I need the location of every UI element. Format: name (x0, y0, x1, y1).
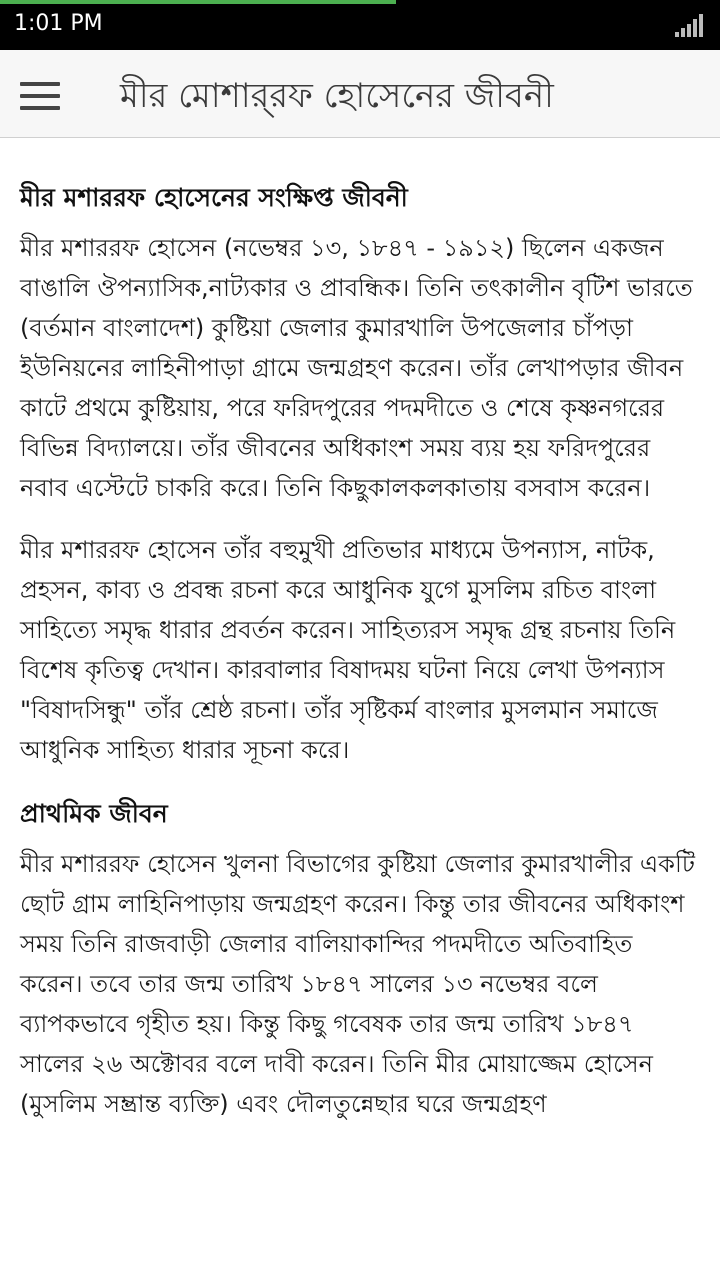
app-title: মীর মোশার্‌রফ হোসেনের জীবনী (120, 76, 554, 116)
article-paragraph: মীর মশাররফ হোসেন তাঁর বহুমুখী প্রতিভার মাধ্যমে উপন্যাস, নাটক, প্রহসন, কাব্য ও প্রবন্ধ রচনা করে আধুনিক যুগে মুসলিম রচিত বাংলা সাহিত্যে সমৃদ্ধ ধারার প্রবর্তন করেন। সাহিত্যরস সমৃদ্ধ গ্রন্থ রচনায় তিনি বিশেষ কৃতিত্ব দেখান। কারবালার বিষাদময় ঘটনা নিয়ে লেখা উপন্যাস "বিষাদসিন্ধু" তাঁর শ্রেষ্ঠ রচনা। তাঁর সৃষ্টিকর্ম বাংলার মুসলমান সমাজে আধুনিক সাহিত্য ধারার সূচনা করে। (20, 536, 676, 764)
article-paragraph: মীর মশাররফ হোসেন (নভেম্বর ১৩, ১৮৪৭ - ১৯১২) ছিলেন একজন বাঙালি ঔপন্যাসিক,নাট্যকার ও প্রাবন্ধিক। তিনি তৎকালীন বৃটিশ ভারতে (বর্তমান বাংলাদেশ) কুষ্টিয়া জেলার কুমারখালি উপজেলার চাঁপড়া ইউনিয়নের লাহিনীপাড়া গ্রামে জন্মগ্রহণ করেন। তাঁর লেখাপড়ার জীবন কাটে প্রথমে কুষ্টিয়ায়, পরে ফরিদপুরের পদমদীতে ও শেষে কৃষ্ণনগরের বিভিন্ন বিদ্যালয়ে। তাঁর জীবনের অধিকাংশ সময় ব্যয় হয় ফরিদপুরের নবাব এস্টেটে চাকরি করে। তিনি কিছুকালকলকাতায় বসবাস করেন। (20, 234, 693, 502)
signal-bars-icon (674, 13, 708, 37)
article-heading-early-life: প্রাথমিক জীবন (20, 799, 168, 828)
status-bar (0, 0, 720, 50)
article-content[interactable] (0, 138, 720, 1280)
app-bar (0, 50, 720, 138)
hamburger-menu-icon[interactable] (10, 64, 70, 124)
article-heading-summary: মীর মশাররফ হোসেনের সংক্ষিপ্ত জীবনী (20, 183, 408, 212)
status-time: 1:01 PM (14, 11, 103, 36)
article-paragraph: মীর মশাররফ হোসেন খুলনা বিভাগের কুষ্টিয়া জেলার কুমারখালীর একটি ছোট গ্রাম লাহিনিপাড়ায় জন্মগ্রহণ করেন। কিন্তু তার জীবনের অধিকাংশ সময় তিনি রাজবাড়ী জেলার বালিয়াকান্দির পদমদীতে অতিবাহিত করেন। তবে তার জন্ম তারিখ ১৮৪৭ সালের ১৩ নভেম্বর বলে ব্যাপকভাবে গৃহীত হয়। কিন্তু কিছু গবেষক তার জন্ম তারিখ ১৮৪৭ সালের ২৬ অক্টোবর বলে দাবী করেন। তিনি মীর মোয়াজ্জেম হোসেন (মুসলিম সম্ভ্রান্ত ব্যক্তি) এবং দৌলতুন্নেছার ঘরে জন্মগ্রহণ (20, 850, 695, 1118)
page-load-progress (0, 0, 396, 4)
